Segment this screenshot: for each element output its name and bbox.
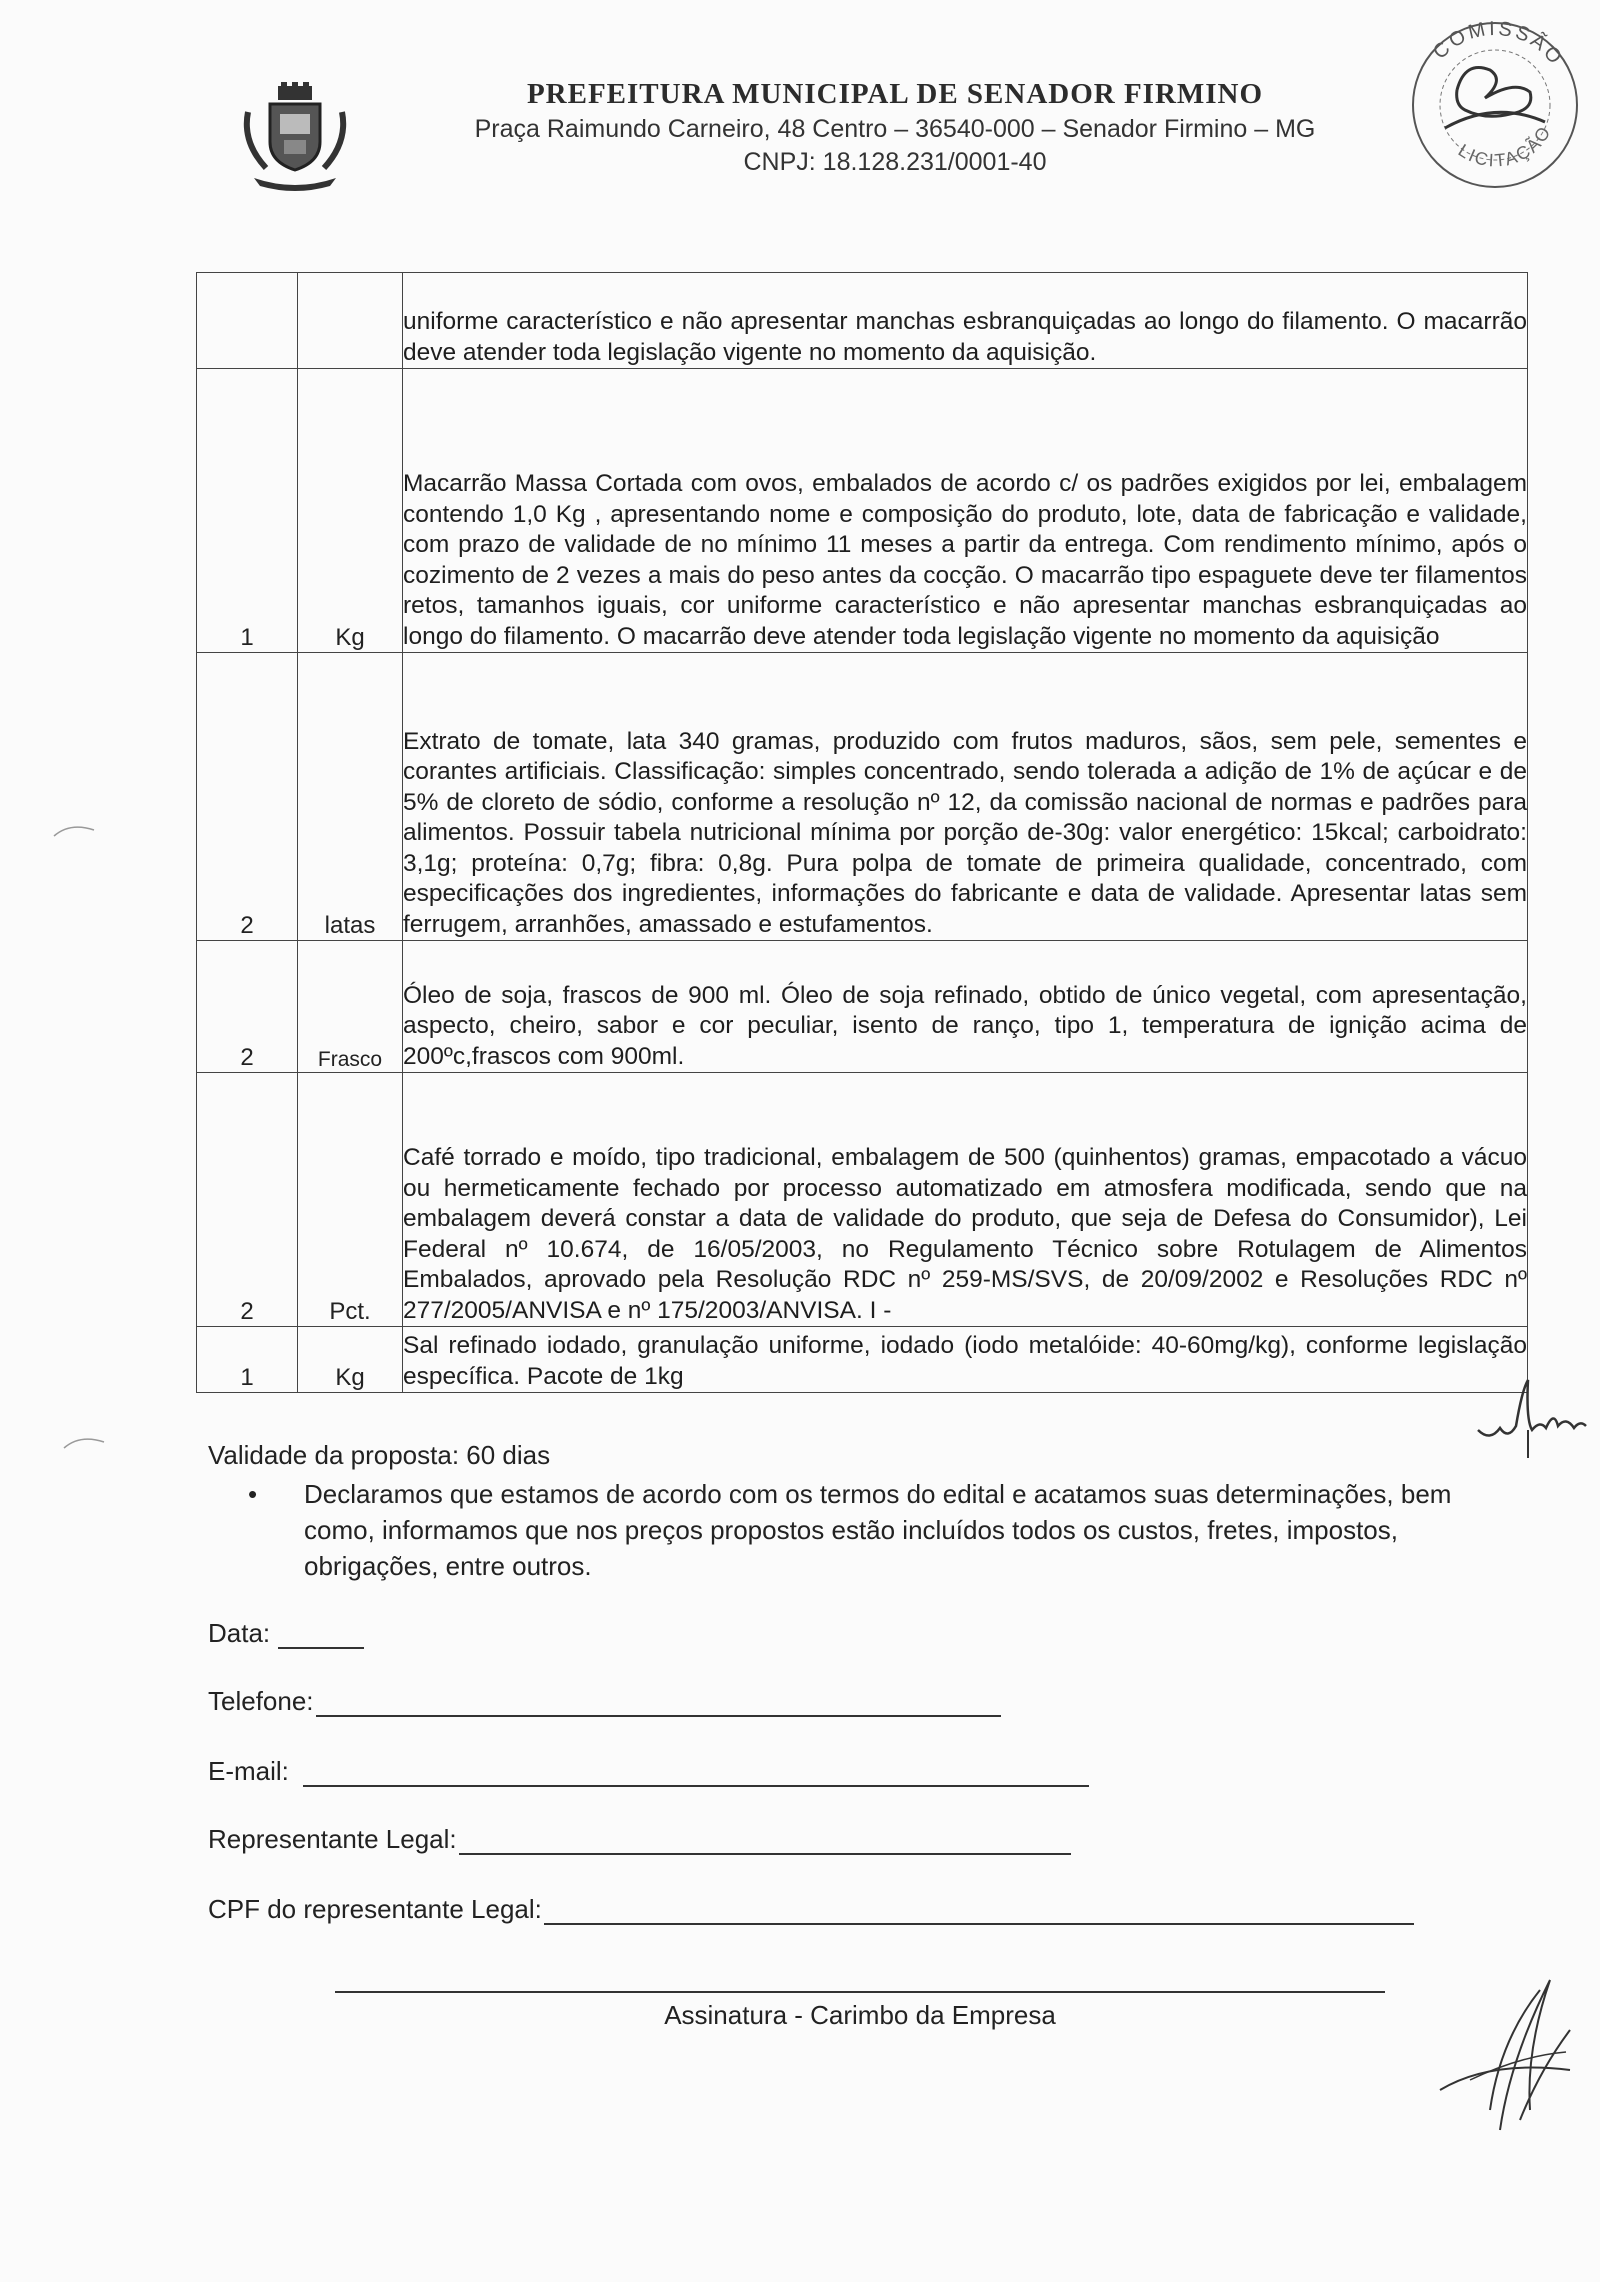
item-unit: latas	[298, 653, 403, 941]
legal-rep-label: Representante Legal:	[208, 1824, 457, 1854]
municipal-crest-icon	[240, 82, 350, 192]
scan-mark	[50, 820, 100, 840]
scan-mark	[60, 1432, 110, 1452]
item-qty: 2	[197, 941, 298, 1073]
item-description: Café torrado e moído, tipo tradicional, embalagem de 500 (quinhentos) gramas, empacotado a vácuo ou hermeticamente fechado por processo automatizado em atmosfera modificada, sendo que na embalagem deverá constar a data de validade do produto, que seja de Defesa do Consumidor), Lei Federal nº 10.674, de 16/05/2003, no Regulamento Técnico sobre Rotulagem de Alimentos Embalados, aprovado pela Resolução RDC nº 259-MS/SVS, de 20/09/2002 e Resoluções RDC nº 277/2005/ANVISA e nº 175/2003/ANVISA. I -	[403, 1073, 1528, 1327]
items-table	[196, 272, 1528, 1393]
rubric-signature	[1470, 1370, 1590, 1460]
cpf-line	[544, 1901, 1414, 1925]
email-field[interactable]	[208, 1756, 1089, 1787]
item-description: Óleo de soja, frascos de 900 ml. Óleo de soja refinado, obtido de único vegetal, com apresentação, aspecto, cheiro, sabor e cor peculiar, isento de ranço, tipo 1, temperatura de ignição acima de 200ºc,frascos com 900ml.	[403, 941, 1528, 1073]
cpf-field[interactable]	[208, 1894, 1414, 1925]
item-qty: 1	[197, 1327, 298, 1393]
item-description: uniforme característico e não apresentar manchas esbranquiçadas ao longo do filamento. O macarrão deve atender toda legislação vigente no momento da aquisição.	[403, 273, 1528, 369]
phone-label: Telefone:	[208, 1686, 314, 1716]
item-unit: Pct.	[298, 1073, 403, 1327]
email-line	[303, 1763, 1089, 1787]
date-line	[278, 1625, 364, 1649]
item-unit: Kg	[298, 1327, 403, 1393]
table-row	[197, 273, 1528, 369]
item-qty: 2	[197, 653, 298, 941]
declaration	[248, 1476, 1518, 1584]
signature-line	[335, 1991, 1385, 1993]
org-name: PREFEITURA MUNICIPAL DE SENADOR FIRMINO	[526, 78, 1264, 110]
svg-text:LICITAÇÃO: LICITAÇÃO	[1454, 121, 1556, 171]
item-description: Macarrão Massa Cortada com ovos, embalados de acordo c/ os padrões exigidos por lei, embalagem contendo 1,0 Kg , apresentando nome e composição do produto, lote, data de fabricação e validade, com prazo de validade de no mínimo 11 meses a partir da entrega. Com rendimento mínimo, após o cozimento de 2 vezes a mais do peso antes da cocção. O macarrão tipo espaguete deve ter filamentos retos, tamanhos iguais, cor uniforme característico e não apresentar manchas esbranquiçadas ao longo do filamento. O macarrão deve atender toda legislação vigente no momento da aquisição	[403, 369, 1528, 653]
table-row	[197, 369, 1528, 653]
signature-caption: Assinatura - Carimbo da Empresa	[664, 2000, 1056, 2030]
date-label: Data:	[208, 1618, 271, 1648]
table-row	[197, 1327, 1528, 1393]
item-qty: 1	[197, 369, 298, 653]
item-qty: 2	[197, 1073, 298, 1327]
legal-rep-line	[459, 1831, 1071, 1855]
declaration-text: Declaramos que estamos de acordo com os termos do edital e acatamos suas determinações, bem como, informamos que nos preços propostos estão incluídos todos os custos, fretes, impostos, obrigações, entre outros.	[304, 1479, 1452, 1581]
table-row	[197, 653, 1528, 941]
bullet-icon: •	[248, 1479, 258, 1509]
handwritten-signature	[1430, 1960, 1580, 2140]
date-field[interactable]	[208, 1618, 364, 1649]
org-address: Praça Raimundo Carneiro, 48 Centro – 36540-000 – Senador Firmino – MG	[474, 115, 1316, 143]
org-cnpj: CNPJ: 18.128.231/0001-40	[743, 148, 1047, 176]
letterhead	[380, 78, 1410, 177]
email-label: E-mail:	[208, 1756, 289, 1786]
cpf-label: CPF do representante Legal:	[208, 1894, 542, 1924]
item-unit: Kg	[298, 369, 403, 653]
phone-field[interactable]	[208, 1686, 1001, 1717]
legal-rep-field[interactable]	[208, 1824, 1071, 1855]
table-row	[197, 941, 1528, 1073]
phone-line	[316, 1693, 1001, 1717]
item-qty	[197, 273, 298, 369]
item-unit	[298, 273, 403, 369]
item-description: Extrato de tomate, lata 340 gramas, produzido com frutos maduros, sãos, sem pele, sementes e corantes artificiais. Classificação: simples concentrado, sendo tolerada a adição de 1% de açúcar e de 5% de cloreto de sódio, conforme a resolução nº 12, da comissão nacional de normas e padrões para alimentos. Possuir tabela nutricional mínima por porção de-30g: valor energético: 15kcal; carboidrato: 3,1g; proteína: 0,7g; fibra: 0,8g. Pura polpa de tomate de primeira qualidade, concentrado, com especificações dos ingredientes, informações do fabricante e data de validade. Apresentar latas sem ferrugem, arranhões, amassado e estufamentos.	[403, 653, 1528, 941]
commission-stamp	[1395, 10, 1595, 200]
svg-text:COMISSÃO: COMISSÃO	[1429, 17, 1568, 71]
table-row	[197, 1073, 1528, 1327]
proposal-validity: Validade da proposta: 60 dias	[208, 1440, 551, 1470]
item-unit: Frasco	[298, 941, 403, 1073]
item-description: Sal refinado iodado, granulação uniforme, iodado (iodo metalóide: 40-60mg/kg), conforme legislação específica. Pacote de 1kg	[403, 1327, 1528, 1393]
